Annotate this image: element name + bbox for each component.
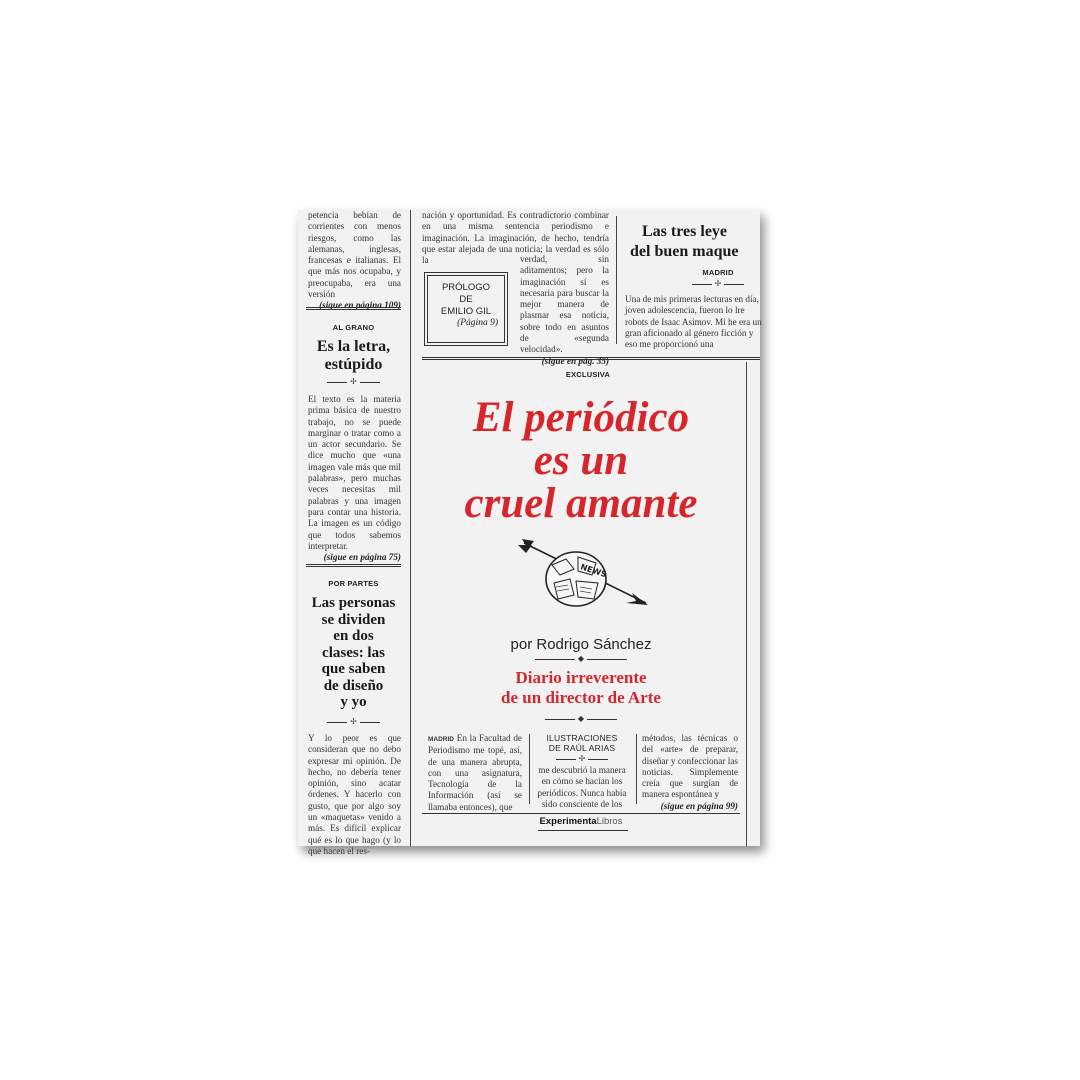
section2-headline-line: Las personas [311, 595, 396, 611]
column-divider [636, 734, 637, 804]
ornament: ✢ [306, 377, 401, 386]
prologo-line: PRÓLOGO [441, 282, 491, 293]
column-divider [410, 210, 411, 846]
prologo-line: DE [459, 294, 473, 305]
left-top-continuation: (sigue en página 109) [319, 300, 401, 311]
prologo-line: EMILIO GIL [440, 306, 492, 317]
subtitle: Diario irreverente de un director de Arte [501, 668, 661, 707]
section2-headline-line: clases: las [322, 644, 385, 661]
newspaper-arrow-icon [516, 535, 652, 619]
prologo-box [424, 272, 508, 346]
ornament: ◆ [422, 654, 740, 663]
book-cover [298, 210, 762, 856]
top-right-kicker: MADRID [702, 268, 734, 277]
section2-kicker: POR PARTES [328, 579, 379, 588]
section1-kicker: AL GRANO [332, 323, 375, 332]
top-center-text: nación y oportunidad. Es contradictorio combinar en una misma sentencia periodismo e imaginación. La imaginación, de hecho, tendría que estar alejada de una noticia; la verdad es sólo la [422, 210, 609, 266]
section2-headline [304, 595, 403, 711]
divider [422, 813, 740, 814]
main-kicker: EXCLUSIVA [565, 370, 611, 379]
bottom-col2-kicker: ILUSTRACIONES DE RAÚL ARIAS [546, 733, 618, 753]
section1-text: El texto es la materia prima básica de nuestro trabajo, no se puede marginar o tratar como a un actor secundario. Se dice mucho que «una imagen vale más que mil palabras», pero muchas veces necesitas mil palabras y una imagen para contar una historia. La imagen es un código que todos sabemos interpretar. [308, 394, 401, 551]
ornament: ✢ [306, 717, 401, 726]
top-center-continuation: (sigue en pág. 35) [541, 355, 609, 366]
section2-text: Y lo peor es que consideran que no debo expresar mi opinión. De hecho, no debería tener opinión, sino acatar órdenes. Y hacerlo con gusto, que por algo soy un «maquetas» venido a más. Es difícil explicar qué es lo que hago (y lo que hacen el res- [308, 733, 401, 856]
bottom-col3-text: métodos, las técnicas o del «arte» de preparar, diseñar y confeccionar las noticias. Simplemente creía que surgían de manera espontánea y [642, 733, 738, 800]
top-right-headline: Las tres leye del buen maque [630, 223, 739, 260]
left-column [308, 210, 401, 312]
divider [306, 307, 401, 310]
top-center-text-2: verdad, sin aditamentos; pero la imaginación sí es necesaria para buscar la mejor manera de plasmar esa noticia, sobre todo en asuntos de «segunda velocidad». [520, 254, 609, 355]
divider [306, 564, 401, 567]
ornament: ✢ [534, 754, 630, 763]
top-right-text: Una de mis primeras lecturas en día, joven adolescencia, fueron lo lre robots de Isaac Asimov. Mi he era un gran aficionado al género ficción y eso me proporcionó una [625, 294, 762, 350]
prologo-page: (Página 9) [457, 318, 498, 328]
section2-headline-line: se dividen [321, 611, 386, 628]
publisher-logo: ExperimentaLibros [539, 816, 623, 827]
section2-headline-line: de diseño [323, 677, 384, 694]
bottom-col3-continuation: (sigue en página 99) [660, 800, 738, 811]
section2-headline-line: que saben [321, 661, 386, 677]
ornament: ◆ [422, 714, 740, 723]
bottom-col2-text: me descubrió la manera en cómo se hacían los periódicos. Nunca había sido consciente de los [537, 765, 627, 809]
illustration-label: NEWS [579, 562, 608, 580]
section2-headline-line: y yo [340, 694, 367, 710]
divider [538, 830, 628, 831]
column-divider [529, 734, 530, 804]
left-top-text: petencia bebían de corrientes con menos riesgos, como las alemanas, inglesas, francesas e italianas. El que más nos ocupaba, y preocupaba, era una versión [308, 210, 401, 300]
section1-continuation: (sigue en página 75) [323, 552, 401, 563]
bottom-col1-place: MADRID [428, 736, 454, 743]
section2-headline-line: en dos [333, 628, 374, 644]
divider [422, 357, 760, 360]
section1-headline: Es la letra, estúpido [316, 338, 391, 373]
column-divider [616, 216, 617, 344]
ornament: ✢ [678, 279, 758, 288]
prologo-text [428, 282, 504, 318]
column-divider [746, 362, 747, 846]
author: por Rodrigo Sánchez [510, 636, 652, 653]
book-title: El periódico es un cruel amante [464, 394, 698, 527]
bottom-col1-text: MADRID En la Facultad de Periodismo me topé, así, de una manera abrupta, con una asignatura, Tecnología de la Información (así se llamaba entonces), que [428, 733, 522, 812]
